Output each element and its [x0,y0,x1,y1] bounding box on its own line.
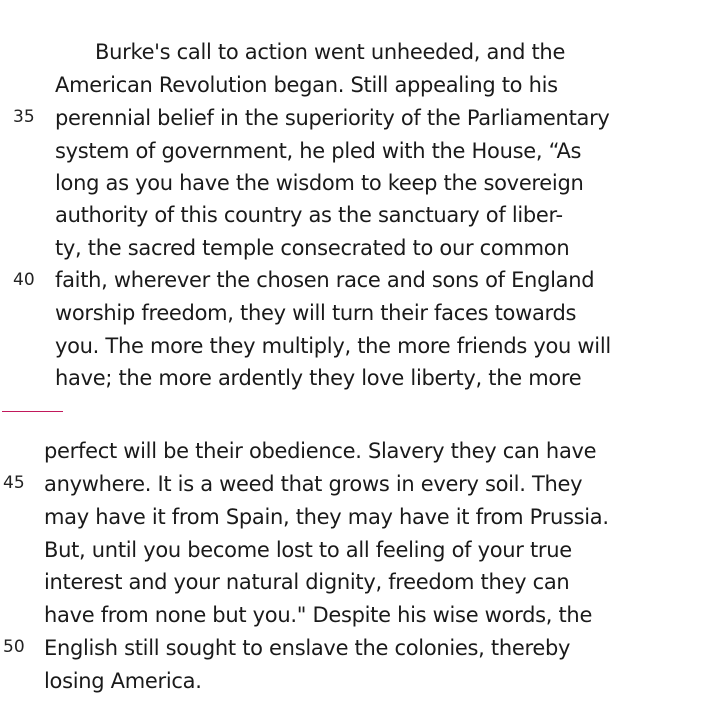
passage-line: Burke's call to action went unheeded, and the [95,40,566,64]
passage-line: But, until you become lost to all feeling of your true [44,538,572,562]
passage-line: ty, the sacred temple consecrated to our common [55,236,570,260]
line-number: 50 [3,637,25,657]
line-number: 45 [3,473,25,493]
passage-line: may have it from Spain, they may have it from Prussia. [44,505,609,529]
line-number: 35 [13,107,35,127]
page-break-divider [2,411,63,412]
line-number: 40 [13,270,35,290]
passage-line: long as you have the wisdom to keep the sovereign [55,171,584,195]
passage-line: system of government, he pled with the House, “As [55,139,582,163]
passage-line: losing America. [44,669,202,693]
passage-line: you. The more they multiply, the more friends you will [55,334,611,358]
passage-line: authority of this country as the sanctuary of liber- [55,203,563,227]
passage-line: have; the more ardently they love liberty, the more [55,366,582,390]
passage-line: American Revolution began. Still appealing to his [55,73,558,97]
passage-line: faith, wherever the chosen race and sons of England [55,268,595,292]
passage-line: have from none but you." Despite his wise words, the [44,603,593,627]
passage-line: anywhere. It is a weed that grows in every soil. They [44,472,583,496]
passage-line: worship freedom, they will turn their faces towards [55,301,577,325]
passage-line: interest and your natural dignity, freedom they can [44,570,570,594]
passage-line: English still sought to enslave the colonies, thereby [44,636,571,660]
passage-line: perfect will be their obedience. Slavery they can have [44,439,597,463]
passage-line: perennial belief in the superiority of the Parliamentary [55,106,610,130]
